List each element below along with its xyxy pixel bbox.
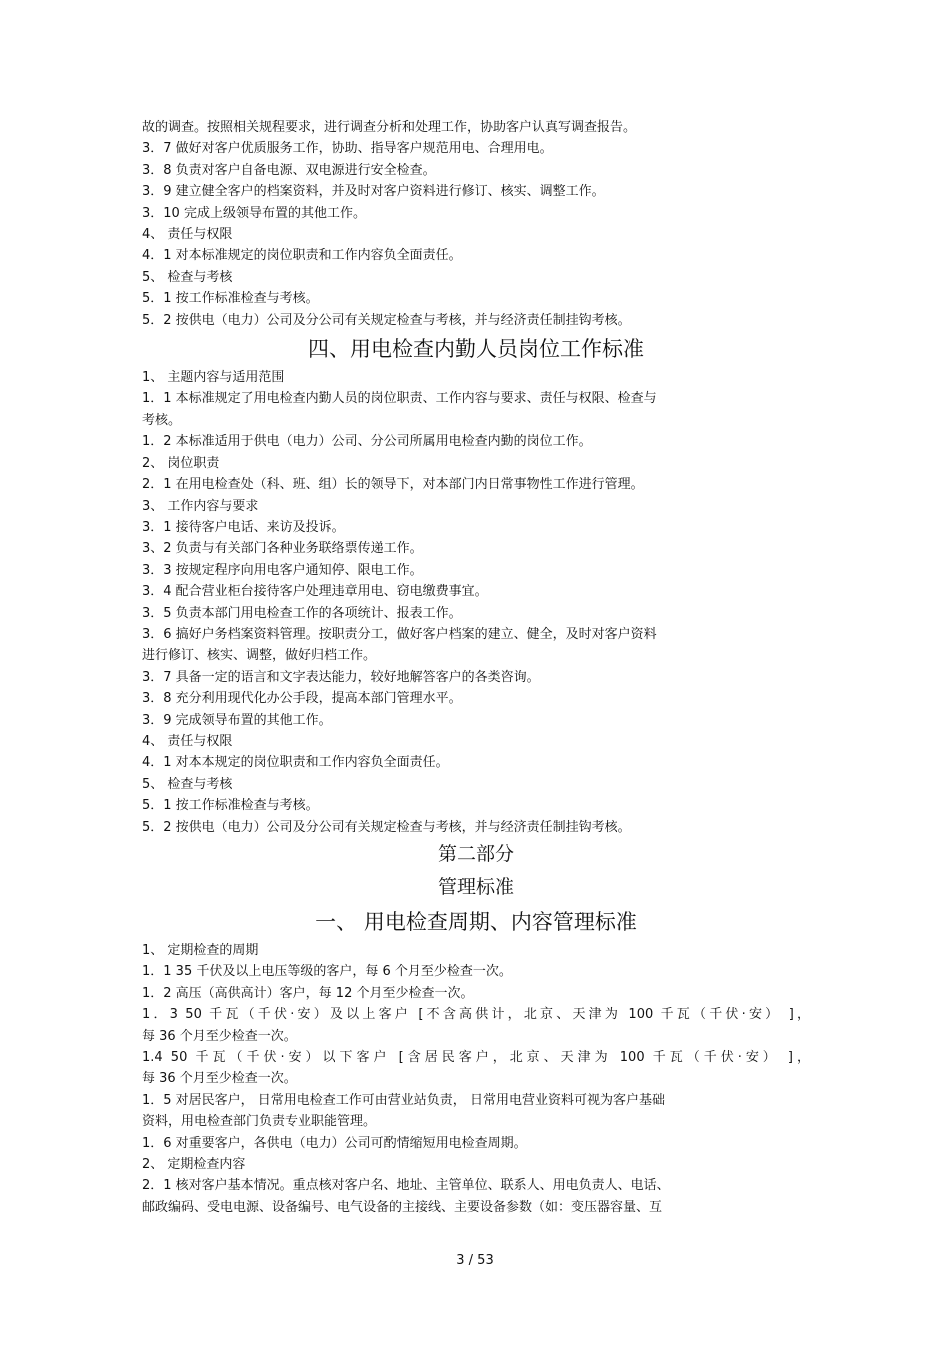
part-heading: 管理标准 — [437, 876, 514, 898]
text-line: 5、 检查与考核 — [142, 269, 233, 285]
text-line: 4．1 对本本规定的岗位职责和工作内容负全面责任。 — [142, 755, 449, 771]
text-line: 4、 责任与权限 — [142, 227, 233, 243]
text-line: 进行修订、核实、调整，做好归档工作。 — [142, 648, 377, 664]
text-line: 4、 责任与权限 — [142, 733, 233, 749]
text-line: 4．1 对本标准规定的岗位职责和工作内容负全面责任。 — [142, 248, 462, 264]
text-line: 3．10 完成上级领导布置的其他工作。 — [142, 205, 366, 221]
text-line: 1、 定期检查的周期 — [142, 943, 259, 958]
text-line: 3．9 完成领导布置的其他工作。 — [142, 712, 332, 728]
text-line: 3．5 负责本部门用电检查工作的各项统计、报表工作。 — [142, 605, 462, 621]
text-line: 资料，用电检查部门负责专业职能管理。 — [142, 1114, 377, 1130]
text-line: 5．1 按工作标准检查与考核。 — [142, 291, 319, 307]
text-line: 考核。 — [142, 412, 182, 428]
document-body — [142, 117, 810, 1218]
text-line: 1.4 50 千瓦（千伏·安）以下客户 [含居民客户，北京、天津为 100 千瓦（千伏·安） ]， — [142, 1050, 810, 1066]
text-line: 1．5 对居民客户， 日常用电检查工作可由营业站负责， 日常用电营业资料可视为客户基础 — [142, 1092, 665, 1108]
text-line: 每 36 个月至少检查一次。 — [142, 1071, 297, 1087]
text-line: 3．1 接待客户电话、来访及投诉。 — [142, 519, 345, 535]
text-line: 2、 定期检查内容 — [142, 1157, 246, 1173]
part-heading: 第二部分 — [437, 843, 514, 865]
section-heading: 一、 用电检查周期、内容管理标准 — [315, 910, 637, 934]
text-line: 1、 主题内容与适用范围 — [142, 370, 285, 386]
text-line: 1．1 35 千伏及以上电压等级的客户，每 6 个月至少检查一次。 — [142, 964, 512, 980]
text-line: 3．7 具备一定的语言和文字表达能力，较好地解答客户的各类咨询。 — [142, 669, 540, 685]
text-line: 邮政编码、受电电源、设备编号、电气设备的主接线、主要设备参数（如：变压器容量、互 — [142, 1199, 663, 1215]
text-line: 1．2 本标准适用于供电（电力）公司、分公司所属用电检查内勤的岗位工作。 — [142, 434, 592, 450]
text-line: 2、 岗位职责 — [142, 455, 220, 471]
section-heading: 四、用电检查内勤人员岗位工作标准 — [308, 337, 644, 362]
text-line: 2．1 核对客户基本情况。重点核对客户名、地址、主管单位、联系人、用电负责人、电话、 — [142, 1178, 670, 1194]
text-line: 1．3 50 千瓦（千伏·安）及以上客户 [不含高供计，北京、天津为 100 千瓦（千伏·安） ]， — [142, 1007, 810, 1023]
text-line: 3．6 搞好户务档案资料管理。按职责分工，做好客户档案的建立、健全，及时对客户资料 — [142, 626, 657, 642]
text-line: 1．6 对重要客户，各供电（电力）公司可酌情缩短用电检查周期。 — [142, 1135, 527, 1151]
text-line: 3．4 配合营业柜台接待客户处理违章用电、窃电缴费事宜。 — [142, 584, 488, 600]
text-line: 5．2 按供电（电力）公司及分公司有关规定检查与考核，并与经济责任制挂钩考核。 — [142, 819, 631, 835]
text-line: 5、 检查与考核 — [142, 776, 233, 792]
text-line: 5．2 按供电（电力）公司及分公司有关规定检查与考核，并与经济责任制挂钩考核。 — [142, 312, 631, 328]
text-line: 故的调查。按照相关规程要求，进行调查分析和处理工作，协助客户认真写调查报告。 — [142, 120, 637, 135]
text-line: 1．2 高压（高供高计）客户，每 12 个月至少检查一次。 — [142, 985, 474, 1001]
page-number: 3 / 53 — [456, 1253, 494, 1268]
text-line: 5．1 按工作标准检查与考核。 — [142, 798, 319, 814]
text-line: 3．8 充分利用现代化办公手段，提高本部门管理水平。 — [142, 691, 462, 707]
text-line: 3．8 负责对客户自备电源、双电源进行安全检查。 — [142, 162, 436, 178]
text-line: 3、 工作内容与要求 — [142, 498, 259, 514]
text-line: 3、2 负责与有关部门各种业务联络票传递工作。 — [142, 541, 423, 557]
text-line: 2．1 在用电检查处（科、班、组）长的领导下，对本部门内日常事物性工作进行管理。 — [142, 477, 644, 493]
text-line: 3．3 按规定程序向用电客户通知停、限电工作。 — [142, 562, 423, 578]
text-line: 3．7 做好对客户优质服务工作，协助、指导客户规范用电、合理用电。 — [142, 141, 553, 157]
text-line: 1．1 本标准规定了用电检查内勤人员的岗位职责、工作内容与要求、责任与权限、检查与 — [142, 391, 657, 407]
text-line: 3．9 建立健全客户的档案资料，并及时对客户资料进行修订、核实、调整工作。 — [142, 184, 605, 200]
text-line: 每 36 个月至少检查一次。 — [142, 1028, 297, 1044]
